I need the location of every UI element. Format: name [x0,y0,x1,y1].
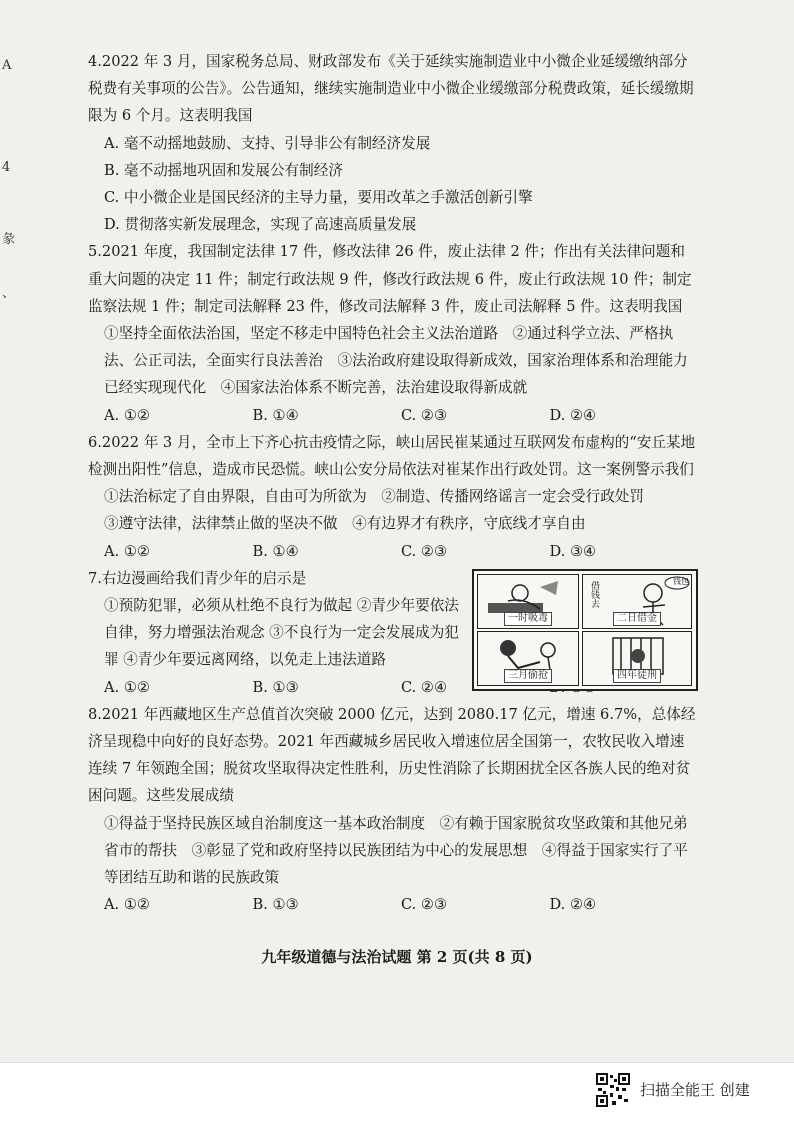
comic-label: 二日借金 [613,612,661,626]
comic-panel [477,631,579,686]
speech-bubble: 借钱去 [589,580,599,608]
question-4 [88,48,698,238]
option: C. ②③ [401,896,448,914]
scanner-bar [0,1062,794,1125]
edge-mark: 彖 [2,232,16,247]
statements: ①得益于坚持民族区域自治制度这一基本政治制度 ②有赖于国家脱贫攻坚政策和其他兄弟省市的帮扶 ③彰显了党和政府坚持以民族团结为中心的发展思想 ④得益于国家实行了平等团结互助和谐的民族政策 [104,814,688,887]
question-6 [88,429,698,565]
edge-mark: 4 [2,160,11,175]
comic-panel [582,631,692,686]
edge-mark: 、 [2,286,16,301]
option: D. 贯彻落实新发展理念，实现了高速高质量发展 [104,216,417,234]
question-5 [88,238,698,428]
statements: ①坚持全面依法治国，坚定不移走中国特色社会主义法治道路 ②通过科学立法、严格执法、公正司法，全面实行良法善治 ③法治政府建设取得新成效，国家治理体系和治理能力已经实现现代化 ④国家法治体系不断完善，法治建设取得新成就 [104,325,688,397]
option: D. ②④ [549,406,597,424]
option: B. ①③ [252,896,299,914]
option: A. ①② [104,542,150,560]
options-row [88,538,698,565]
option: B. 毫不动摇地巩固和发展公有制经济 [104,161,343,179]
statement-line: ③遵守法律，法律禁止做的坚决不做 ④有边界才有秩序，守底线才享自由 [104,515,586,533]
scanner-watermark: 扫描全能王 创建 [640,1081,750,1099]
question-stem: 5.2021 年度，我国制定法律 17 件，修改法律 26 件，废止法律 2 件；作出有关法律问题和重大问题的决定 11 件；制定行政法规 9 件，修改行政法规 6 件，废止行政法规 10 件；制定监察法规 1 件；制定司法解释 23 件，修改司法解释 3 件，废止司法解释 5 件。这表明我国 [88,243,692,315]
question-7 [88,565,698,701]
option: C. 中小微企业是国民经济的主导力量，要用改革之手激活创新引擎 [104,189,533,207]
page-footer: 九年级道德与法治试题 第 2 页(共 8 页) [261,948,533,966]
question-stem: 8.2021 年西藏地区生产总值首次突破 2000 亿元，达到 2080.17 亿元，增速 6.7%，总体经济呈现稳中向好的良好态势。2021 年西藏城乡居民收入增速位居全国第一，农牧民收入增速连续 7 年领跑全国；脱贫攻坚取得决定性胜利，历史性消除了长期困扰全区各族人民的绝对贫困问题。这些发展成绩 [88,705,696,805]
question-stem: 4.2022 年 3 月，国家税务总局、财政部发布《关于延续实施制造业中小微企业延缓缴纳部分税费有关事项的公告》。公告通知，继续实施制造业中小微企业缓缴部分税费政策，延长缓缴期限为 6 个月。这表明我国 [88,53,694,125]
qr-code-icon [596,1073,630,1107]
comic-label: 三月偷抢 [504,669,552,683]
question-stem: 6.2022 年 3 月，全市上下齐心抗击疫情之际，峡山居民崔某通过互联网发布虚构的“安丘某地检测出阳性”信息，造成市民恐慌。峡山公安分局依法对崔某作出行政处罚。这一案例警示我们 [88,433,696,479]
option: B. ①④ [252,542,299,560]
statements: ①预防犯罪，必须从杜绝不良行为做起 ②青少年要依法自律，努力增强法治观念 ③不良行为一定会发展成为犯罪 ④青少年要远离网络，以免走上违法道路 [104,597,459,669]
option: B. ①④ [252,406,299,424]
option: B. ①③ [252,678,299,696]
option: D. ③④ [549,542,597,560]
question-stem: 7.右边漫画给我们青少年的启示是 [88,569,307,587]
option: A. 毫不动摇地鼓励、支持、引导非公有制经济发展 [104,134,431,152]
option: C. ②③ [401,406,448,424]
comic-panel [477,574,579,629]
options-row [88,402,698,429]
option: A. ①② [104,406,150,424]
edge-mark: A [2,58,12,73]
comic-panel [582,574,692,629]
comic-label: 四年徒刑 [613,669,661,683]
speech-bubble: 钱包 [673,576,689,586]
comic-label: 一时吸毒 [504,612,552,626]
option: C. ②④ [401,678,448,696]
question-list [88,48,698,919]
option: D. ②④ [549,896,597,914]
option: A. ①② [104,678,150,696]
statement-line: ①法治标定了自由界限，自由可为所欲为 ②制造、传播网络谣言一定会受行政处罚 [104,488,644,506]
option: A. ①② [104,896,150,914]
comic-strip [472,569,698,691]
options-row [88,891,698,918]
option: C. ②③ [401,542,448,560]
question-8 [88,701,698,919]
